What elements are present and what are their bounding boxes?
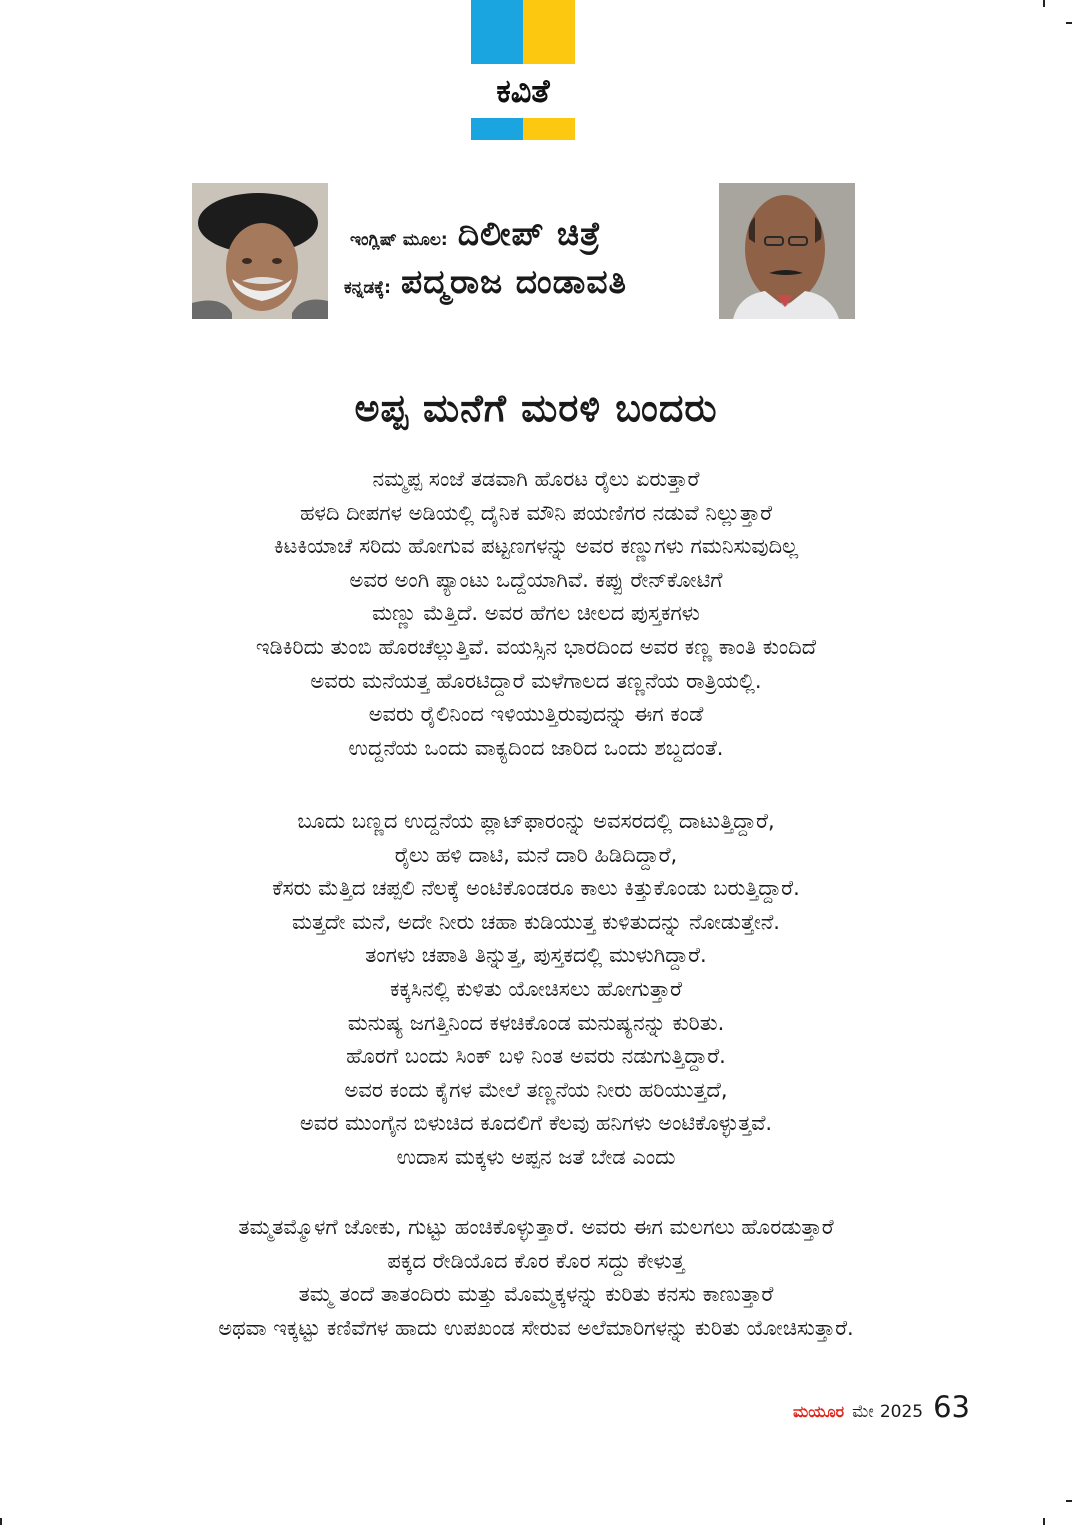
poem-line: ತಂಗಳು ಚಪಾತಿ ತಿನ್ನುತ್ತ, ಪುಸ್ತಕದಲ್ಲಿ ಮುಳುಗಿದ್ದಾರೆ. [365, 943, 707, 968]
translation-label: ಕನ್ನಡಕ್ಕೆ: [344, 278, 391, 298]
poem-line: ಪಕ್ಕದ ರೇಡಿಯೊದ ಕೊರ ಕೊರ ಸದ್ದು ಕೇಳುತ್ತ [387, 1248, 685, 1273]
poem-line: ನಮ್ಮಪ್ಪ ಸಂಜೆ ತಡವಾಗಿ ಹೊರಟ ರೈಲು ಏರುತ್ತಾರೆ [372, 467, 700, 491]
poem-line: ಉದ್ದನೆಯ ಒಂದು ವಾಕ್ಯದಿಂದ ಜಾರಿದ ಒಂದು ಶಬ್ದದಂತೆ. [348, 735, 724, 760]
issue-month: ಮೇ [852, 1402, 874, 1422]
poem-line: ಅವರ ಕಂದು ಕೈಗಳ ಮೇಲೆ ತಣ್ಣನೆಯ ನೀರು ಹರಿಯುತ್ತದೆ, [344, 1077, 728, 1102]
section-tab-yellow-strip [523, 118, 575, 140]
poem-line: ಅಥವಾ ಇಕ್ಕಟ್ಟು ಕಣಿವೆಗಳ ಹಾದು ಉಪಖಂಡ ಸೇರುವ ಅಲೆಮಾರಿಗಳನ್ನು ಕುರಿತು ಯೋಚಿಸುತ್ತಾರೆ. [218, 1315, 854, 1340]
poem-line: ಇಡಿಕಿರಿದು ತುಂಬಿ ಹೊರಚೆಲ್ಲುತ್ತಿವೆ. ವಯಸ್ಸಿನ ಭಾರದಿಂದ ಅವರ ಕಣ್ಣ ಕಾಂತಿ ಕುಂದಿದೆ [255, 634, 817, 659]
poem-line: ಅವರ ಅಂಗಿ ಪ್ಯಾಂಟು ಒದ್ದೆಯಾಗಿವೆ. ಕಪ್ಪು ರೇನ್‌ಕೋಟಿಗೆ [349, 567, 723, 592]
poem-line: ಕೆಸರು ಮೆತ್ತಿದ ಚಪ್ಪಲಿ ನೆಲಕ್ಕೆ ಅಂಟಿಕೊಂಡರೂ ಕಾಲು ಕಿತ್ತುಕೊಂಡು ಬರುತ್ತಿದ್ದಾರೆ. [272, 876, 800, 901]
poem-line: ಉದಾಸ ಮಕ್ಕಳು ಅಪ್ಪನ ಜತೆ ಬೇಡ ಎಂದು [396, 1144, 676, 1169]
page-footer [740, 1390, 970, 1424]
poem-title: ಅಪ್ಪ ಮನೆಗೆ ಮರಳಿ ಬಂದರು [354, 386, 718, 430]
poem-line: ಬೂದು ಬಣ್ಣದ ಉದ್ದನೆಯ ಪ್ಲಾಟ್‌ಫಾರಂನ್ನು ಅವಸರದಲ್ಲಿ ದಾಟುತ್ತಿದ್ದಾರೆ, [297, 809, 775, 833]
section-tab-blue-strip [471, 118, 523, 140]
section-label: ಕವಿತೆ [496, 71, 550, 110]
poem-line: ಹೊರಗೆ ಬಂದು ಸಿಂಕ್ ಬಳಿ ನಿಂತ ಅವರು ನಡುಗುತ್ತಿದ್ದಾರೆ. [346, 1044, 726, 1069]
issue-year: 2025 [879, 1402, 924, 1422]
section-tab-blue-block [471, 0, 523, 64]
section-tab-yellow-block [523, 0, 575, 64]
poem-line: ತಮ್ಮ ತಂದೆ ತಾತಂದಿರು ಮತ್ತು ಮೊಮ್ಮಕ್ಕಳನ್ನು ಕುರಿತು ಕನಸು ಕಾಣುತ್ತಾರೆ [298, 1282, 774, 1307]
original-label: ಇಂಗ್ಲಿಷ್ ಮೂಲ: [350, 230, 448, 250]
stanza [60, 805, 1012, 1175]
section-tab [471, 0, 575, 140]
poem-line: ಅವರು ಮನೆಯತ್ತ ಹೊರಟಿದ್ದಾರೆ ಮಳೆಗಾಲದ ತಣ್ಣನೆಯ ರಾತ್ರಿಯಲ್ಲಿ. [310, 668, 762, 693]
magazine-name: ಮಯೂರ [793, 1402, 845, 1421]
stanza [60, 1211, 1012, 1345]
author-photo [192, 183, 328, 319]
page-number: 63 [933, 1390, 970, 1424]
poem-line: ಕಕ್ಕಸಿನಲ್ಲಿ ಕುಳಿತು ಯೋಚಿಸಲು ಹೋಗುತ್ತಾರೆ [389, 976, 683, 1001]
crop-mark [0, 1518, 2, 1525]
poem-line: ಮತ್ತದೇ ಮನೆ, ಅದೇ ನೀರು ಚಹಾ ಕುಡಿಯುತ್ತ ಕುಳಿತುದನ್ನು ನೋಡುತ್ತೇನೆ. [292, 909, 780, 934]
crop-mark [1066, 22, 1072, 24]
stanza [60, 463, 1012, 765]
poem-line: ಕಿಟಕಿಯಾಚೆ ಸರಿದು ಹೋಗುವ ಪಟ್ಟಣಗಳನ್ನು ಅವರ ಕಣ್ಣುಗಳು ಗಮನಿಸುವುದಿಲ್ಲ [273, 534, 799, 559]
translator-photo [719, 183, 855, 319]
poem-line: ಅವರ ಮುಂಗೈನ ಬಿಳುಚಿದ ಕೂದಲಿಗೆ ಕೆಲವು ಹನಿಗಳು ಅಂಟಿಕೊಳ್ಳುತ್ತವೆ. [299, 1111, 773, 1136]
crop-mark [1066, 1500, 1072, 1502]
poem-line: ಮನುಷ್ಯ ಜಗತ್ತಿನಿಂದ ಕಳಚಿಕೊಂಡ ಮನುಷ್ಯನನ್ನು ಕುರಿತು. [347, 1010, 725, 1035]
poem-line: ಮಣ್ಣು ಮೆತ್ತಿದೆ. ಅವರ ಹೆಗಲ ಚೀಲದ ಪುಸ್ತಕಗಳು [372, 601, 700, 626]
poem-line: ತಮ್ಮತಮ್ಮೊಳಗೆ ಜೋಕು, ಗುಟ್ಟು ಹಂಚಿಕೊಳ್ಳುತ್ತಾರೆ. ಅವರು ಈಗ ಮಲಗಲು ಹೊರಡುತ್ತಾರೆ [238, 1215, 834, 1239]
section-tab-color-strip [471, 118, 575, 140]
translation-credit [344, 262, 724, 302]
poem-line: ರೈಲು ಹಳಿ ದಾಟಿ, ಮನೆ ದಾರಿ ಹಿಡಿದಿದ್ದಾರೆ, [394, 842, 678, 867]
crop-mark [1043, 1518, 1045, 1525]
original-author: ದಿಲೀಪ್ ಚಿತ್ರೆ [457, 214, 602, 253]
poem-line: ಅವರು ರೈಲಿನಿಂದ ಇಳಿಯುತ್ತಿರುವುದನ್ನು ಈಗ ಕಂಡೆ [368, 702, 704, 727]
section-tab-color-bar [471, 0, 575, 64]
poem-line: ಹಳದಿ ದೀಪಗಳ ಅಡಿಯಲ್ಲಿ ದೈನಿಕ ಮೌನಿ ಪಯಣಿಗರ ನಡುವೆ ನಿಲ್ಲುತ್ತಾರೆ [299, 500, 773, 525]
translator-name: ಪದ್ಮರಾಜ ದಂಡಾವತಿ [400, 262, 627, 301]
original-credit [350, 214, 730, 254]
crop-mark [1043, 0, 1045, 7]
